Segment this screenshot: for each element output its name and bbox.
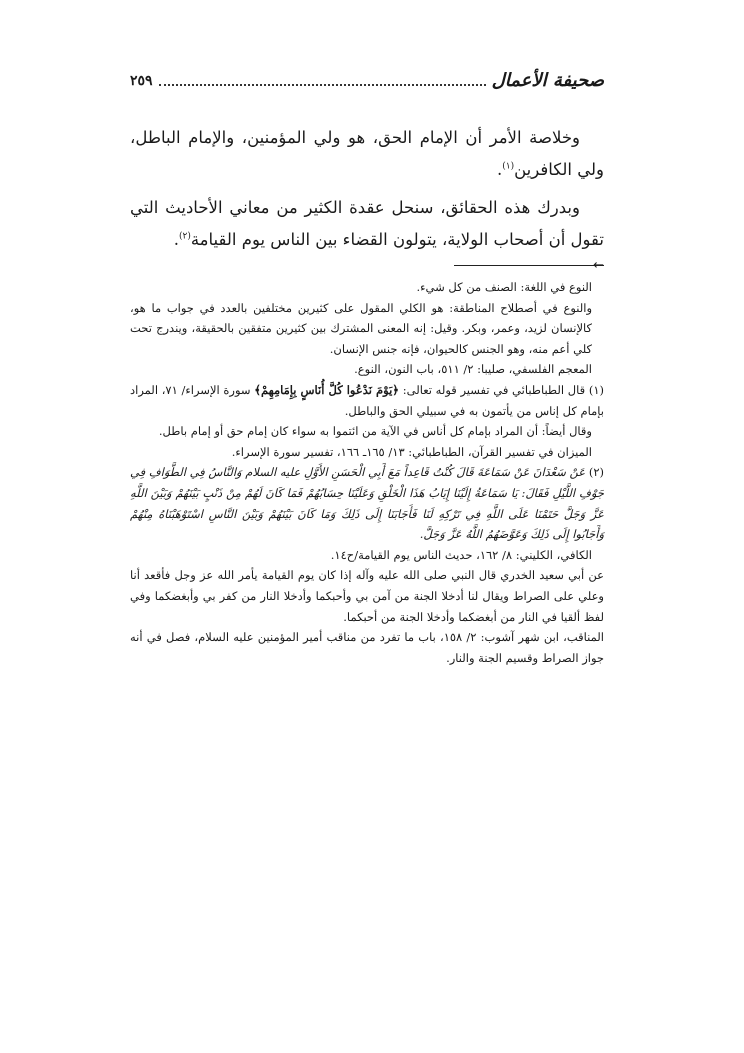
footnote-1-label: (١): [588, 382, 604, 397]
footnote-1: [130, 380, 604, 421]
footnote-ref-2: (٢): [178, 231, 191, 242]
footnote-2-source: المناقب، ابن شهر آشوب: ٢/ ١٥٨، باب ما تفرد من مناقب أمير المؤمنين عليه السلام، فصل في أنه جواز الصراط وقسيم الجنة والنار.: [130, 630, 604, 665]
footnote-1-line: وقال أيضاً: أن المراد بإمام كل أناس في الآية من ائتموا به سواء كان إمام حق أو إمام باطل.: [158, 424, 592, 439]
footnote-separator: [130, 258, 604, 273]
footnote-2-text: عن أبي سعيد الخدري قال النبي صلى الله عليه وآله إذا كان يوم القيامة يأمر الله عز وجل فأقعد أنا وعلي على الصراط ويقال لنا أدخلا الجنة من آمن بي وأحبكما وأدخلا النار من كفر بي وأبغضكما وفي لفظ ألقيا في النار من أبغضكما وأدخلا الجنة من أحبكما.: [130, 568, 604, 624]
footnote-2-source: الكافي، الكليني: ٨/ ١٦٢، حديث الناس يوم القيامة/ح١٤.: [330, 547, 592, 562]
footnote-continuation-line: النوع في اللغة: الصنف من كل شيء.: [416, 280, 592, 294]
separator-rule: [454, 265, 604, 266]
footnote-1-text: سورة الإسراء/ ٧١، المراد بإمام كل إناس من يأتمون به في سبيلي الحق والباطل.: [130, 382, 604, 418]
dotted-leader: [159, 84, 486, 86]
footnote-2: [130, 462, 604, 544]
continuation-arrow-icon: ←: [593, 258, 604, 273]
footnote-1-text: قال الطباطبائي في تفسير قوله تعالى:: [402, 382, 586, 397]
footnote-1-source: الميزان في تفسير القرآن، الطباطبائي: ١٣/ ١٦٥ـ ١٦٦، تفسير سورة الإسراء.: [231, 444, 592, 459]
running-header: [130, 66, 604, 94]
footnotes: [130, 277, 604, 668]
book-title: صحيفة الأعمال: [491, 70, 604, 91]
footnote-2-label: (٢): [588, 465, 604, 480]
footnote-continuation-line: والنوع في أصطلاح المناطقة: هو الكلي المقول على كثيرين مختلفين بالعدد في جواب ما هو، كالإنسان لزيد، وعمر، وبكر. وقيل: إنه المعنى المشترك بين كثيرين متفقين بالحقيقة، ويندرج تحت كلي أعم منه، وهو الجنس كالحيوان، فإنه جنس الإنسان.: [130, 300, 592, 356]
footnote-continuation-source: المعجم الفلسفي، صليبا: ٢/ ٥١١، باب النون، النوع.: [354, 362, 592, 377]
paragraph-text: وبدرك هذه الحقائق، سنحل عقدة الكثير من معاني الأحاديث التي تقول أن أصحاب الولاية، يتولون القضاء بين الناس يوم القيامة: [130, 198, 604, 249]
footnote-ref-1: (١): [502, 161, 515, 172]
main-paragraph-1: وخلاصة الأمر أن الإمام الحق، هو ولي المؤمنين، والإمام الباطل، ولي الكافرين$^{(١)}$.: [130, 128, 604, 179]
page-number: ٢٥٩: [130, 73, 153, 89]
main-paragraph-2: وبدرك هذه الحقائق، سنحل عقدة الكثير من معاني الأحاديث التي تقول أن أصحاب الولاية، يتولون القضاء بين الناس يوم القيامة$^{(٢)}$.: [130, 198, 604, 249]
paragraph-text: وخلاصة الأمر أن الإمام الحق، هو ولي المؤمنين، والإمام الباطل، ولي الكافرين: [130, 128, 604, 179]
hadith-text: عَنْ سَعْدَانَ عَنْ سَمَاعَةَ قَالَ كُنْتُ قَاعِداً مَعَ أَبِي الْحَسَنِ الأَوَّلِ عليه السلام وَالنَّاسُ فِي الطَّوَافِ فِي جَوْفِ اللَّيْلِ فَقَالَ: يَا سَمَاعَةُ إِلَيْنَا إِيَابُ هَذَا الْخَلْقِ وَعَلَيْنَا حِسَابُهُمْ فَمَا كَانَ لَهُمْ مِنْ ذَنْبٍ بَيْنَهُمْ وَبَيْنَ اللَّهِ عَزَّ وَجَلَّ حَتَمْنَا عَلَى اللَّهِ فِي تَرْكِهِ لَنَا فَأَجَابَنَا إِلَى ذَلِكَ وَمَا كَانَ بَيْنَهُمْ وَبَيْنَ النَّاسِ اسْتَوْهَبْنَاهُ مِنْهُمْ وَأَجَابُوا إِلَى ذَلِكَ وَعَوَّضَهُمُ اللَّهُ عَزَّ وَجَلَّ.: [130, 465, 604, 542]
quran-verse: ﴿يَوْمَ نَدْعُوا كُلَّ أُنَاسٍ بِإِمَامِهِمْ﴾: [254, 382, 400, 397]
main-text: [130, 122, 604, 256]
